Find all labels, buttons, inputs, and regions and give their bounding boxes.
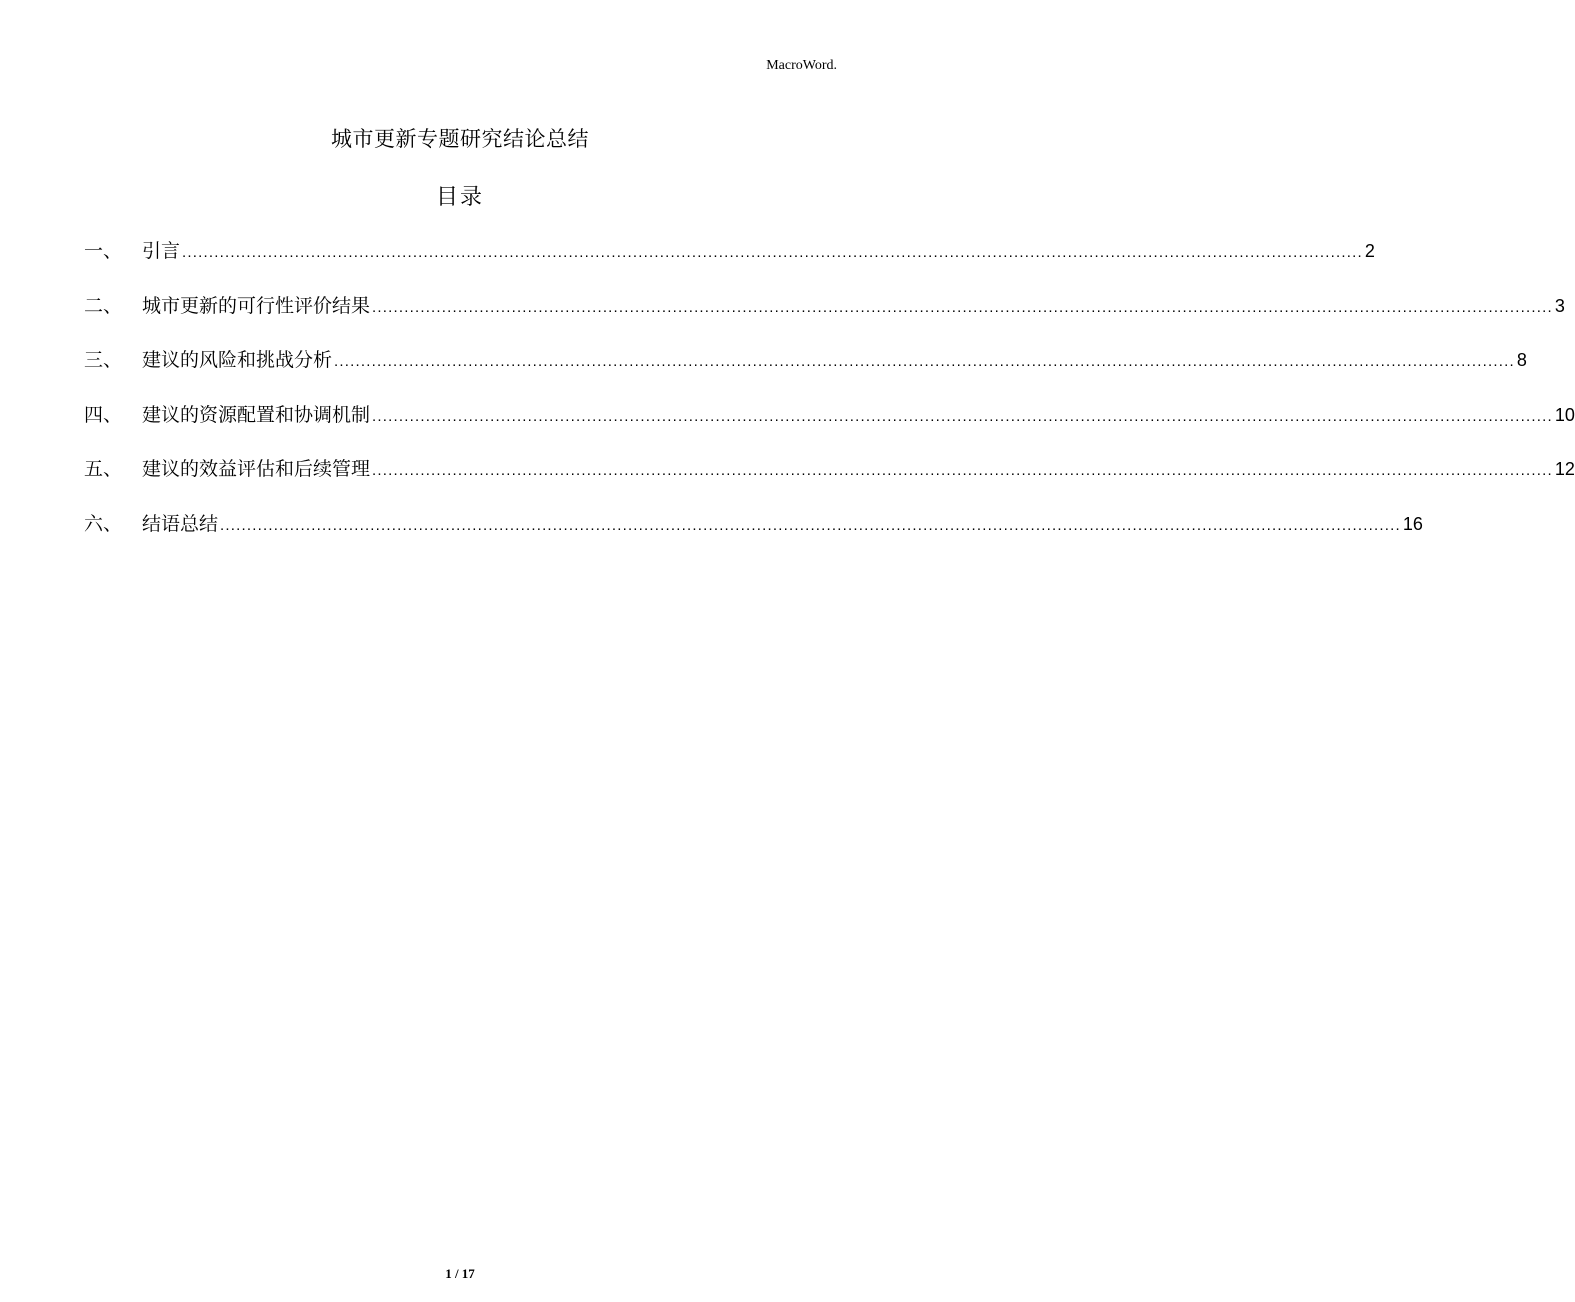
dot-leader: ............................................................................................................................................................................................................................ [372, 462, 1553, 479]
toc-heading: 目录 [435, 185, 484, 210]
toc-entry-number: 三、 [84, 349, 123, 371]
toc-entry-page: 12 [1554, 459, 1575, 479]
dot-leader: ............................................................................................................................................................................................................................ [372, 298, 1553, 316]
document-title: 城市更新专题研究结论总结 [331, 127, 589, 151]
toc-entry-title: 结语总结 [142, 512, 219, 535]
toc-entry-page: 2 [1364, 241, 1375, 261]
dot-leader: ............................................................................................................................................................................................................................ [372, 407, 1553, 425]
toc-entry-title: 建议的风险和挑战分析 [142, 349, 333, 371]
toc-entry-title: 城市更新的可行性评价结果 [142, 294, 371, 317]
toc-entry-number: 一、 [84, 240, 123, 262]
page-number-footer: 1 / 17 [445, 1266, 475, 1281]
toc-entry-number: 五、 [84, 458, 123, 480]
toc-entry-page: 3 [1554, 295, 1565, 316]
toc-entry-page: 8 [1516, 350, 1527, 370]
toc-entry-title: 引言 [142, 240, 181, 262]
toc-entry[interactable] [84, 345, 1527, 400]
toc-entry-page: 16 [1402, 513, 1423, 534]
toc-entry[interactable] [84, 400, 1575, 455]
toc-entry[interactable] [84, 236, 1375, 291]
dot-leader: ............................................................................................................................................................................................................................ [182, 244, 1363, 261]
toc-entry-title: 建议的资源配置和协调机制 [142, 403, 371, 426]
toc-entry[interactable] [84, 454, 1575, 509]
toc-entry[interactable] [84, 291, 1565, 346]
toc-entry-number: 二、 [84, 294, 123, 317]
toc-entry-page: 10 [1554, 404, 1575, 425]
toc-entry-number: 六、 [84, 512, 123, 535]
toc-entry[interactable] [84, 509, 1423, 564]
table-of-contents [84, 236, 1575, 563]
toc-entry-number: 四、 [84, 403, 123, 426]
dot-leader: ............................................................................................................................................................................................................................ [220, 516, 1401, 534]
dot-leader: ............................................................................................................................................................................................................................ [334, 353, 1515, 370]
header-brand: MacroWord. [766, 58, 837, 73]
toc-entry-title: 建议的效益评估和后续管理 [142, 458, 371, 480]
